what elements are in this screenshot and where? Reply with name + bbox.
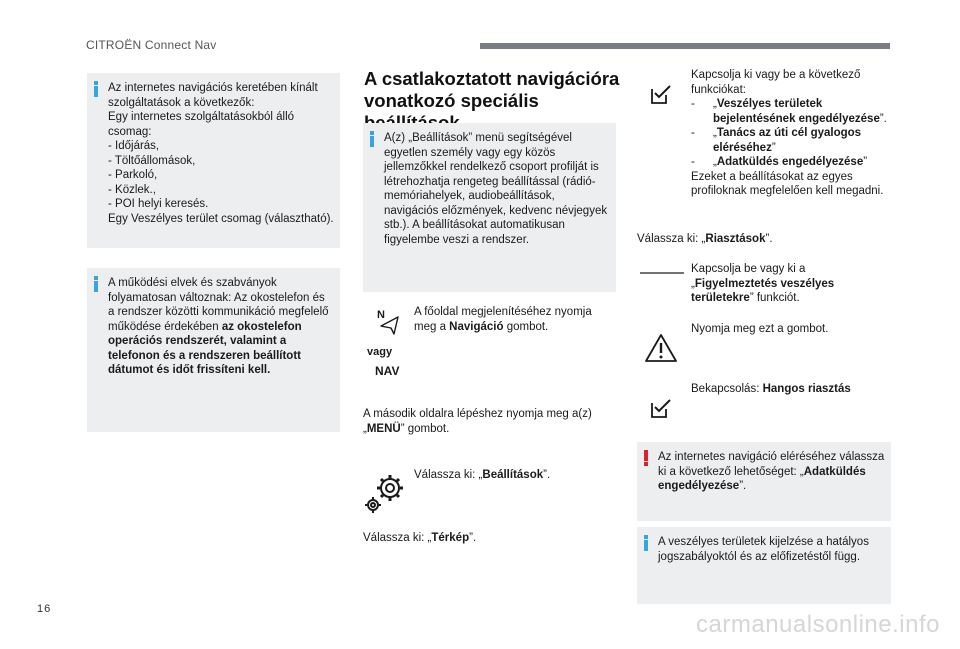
header-bar xyxy=(480,43,890,49)
info-note-profiles-text: A(z) „Beállítások” menü segítségével egyetlen személy vagy egy közös jellemzőkkel rendelkező csoport profilját is létrehozhatja rengeteg beállítással (rádió-memóriahelyek, audiobeállítások, navigációs előzmények, kedvenc névjegyek stb.). A beállításokat automatikusan figyelembe veszi a rendszer. xyxy=(384,132,608,246)
info-note-services xyxy=(87,73,340,248)
list-item: - „Adatküldés engedélyezése” xyxy=(691,156,868,168)
header-title: CITROËN Connect Nav xyxy=(86,38,217,52)
step-press-button: Nyomja meg ezt a gombot. xyxy=(691,323,829,335)
step-menu: A második oldalra lépéshez nyomja meg a(z) „MENÜ” gombot. xyxy=(363,408,592,435)
info-icon xyxy=(370,131,374,147)
info-note-standards xyxy=(87,268,340,432)
exclamation-icon xyxy=(644,450,648,466)
step-alerts: Válassza ki: „Riasztások”. xyxy=(637,233,773,245)
info-icon xyxy=(644,535,648,551)
page-number: 16 xyxy=(37,603,52,615)
list-item: - „Veszélyes területek bejelentésének engedélyezése”. xyxy=(691,98,887,125)
checkbox-icon xyxy=(650,397,672,419)
info-note-legal xyxy=(637,527,891,604)
step-sound-alert: Bekapcsolás: Hangos riasztás xyxy=(691,383,851,395)
or-label: vagy xyxy=(367,346,393,358)
toggle-switch-icon xyxy=(640,268,684,278)
step-settings: Válassza ki: „Beállítások”. xyxy=(414,469,551,481)
step-warning-zones: Kapcsolja be vagy ki a „Figyelmeztetés veszélyes területekre” funkciót. xyxy=(691,263,835,304)
info-note-standards-text: A működési elvek és szabványok folyamatosan változnak: Az okostelefon és a rendszer közötti kommunikáció megfelelő működése érdekében az okostelefon operációs rendszerét, valamint a telefonon és a rendszeren beállított dátumot és időt frissíteni kell. xyxy=(108,277,329,376)
info-icon xyxy=(94,276,98,292)
navigation-icon xyxy=(376,308,406,338)
checkbox-icon xyxy=(650,83,672,105)
watermark: carmanualsonline.info xyxy=(696,611,940,638)
info-note-services-text: Az internetes navigációs keretében kínált szolgáltatások a következők: Egy internetes szolgáltatásokból álló csomag: - Időjárás, - Töltőállomások, - Parkoló, - Közlek., - POI helyi keresés. Egy Veszélyes terület csomag (választható). xyxy=(108,82,334,225)
info-note-profiles xyxy=(363,123,616,292)
info-icon xyxy=(94,81,98,97)
section-heading: A csatlakoztatott navigációra vonatkozó speciális xyxy=(364,68,620,111)
toggle-functions-text: Kapcsolja ki vagy be a következő funkciókat: - „Veszélyes területek bejelentésének engedélyezése”. - „Tanács az úti cél gyalogos eléréséhez” - „Adatküldés engedélyezése” Ezeket a beállításokat az egyes profiloknak megfelelően kell megadni. xyxy=(691,68,891,199)
step-navigation: A főoldal megjelenítéséhez nyomja meg a Navigáció gombot. xyxy=(414,306,592,333)
info-note-legal-text: A veszélyes területek kijelzése a hatályos jogszabályoktól és az előfizetéstől függ. xyxy=(658,536,869,563)
settings-gears-icon xyxy=(364,472,410,516)
warning-note-data-text: Az internetes navigáció eléréséhez válassza ki a következő lehetőséget: „Adatküldés engedélyezése”. xyxy=(658,451,885,492)
list-item: - „Tanács az úti cél gyalogos eléréséhez” xyxy=(691,127,862,154)
warning-note-data xyxy=(637,442,891,521)
nav-button-label: NAV xyxy=(375,364,400,378)
warning-triangle-icon xyxy=(644,333,678,363)
navigation-icon-letter: N xyxy=(377,309,385,321)
step-map: Válassza ki: „Térkép”. xyxy=(363,532,477,544)
